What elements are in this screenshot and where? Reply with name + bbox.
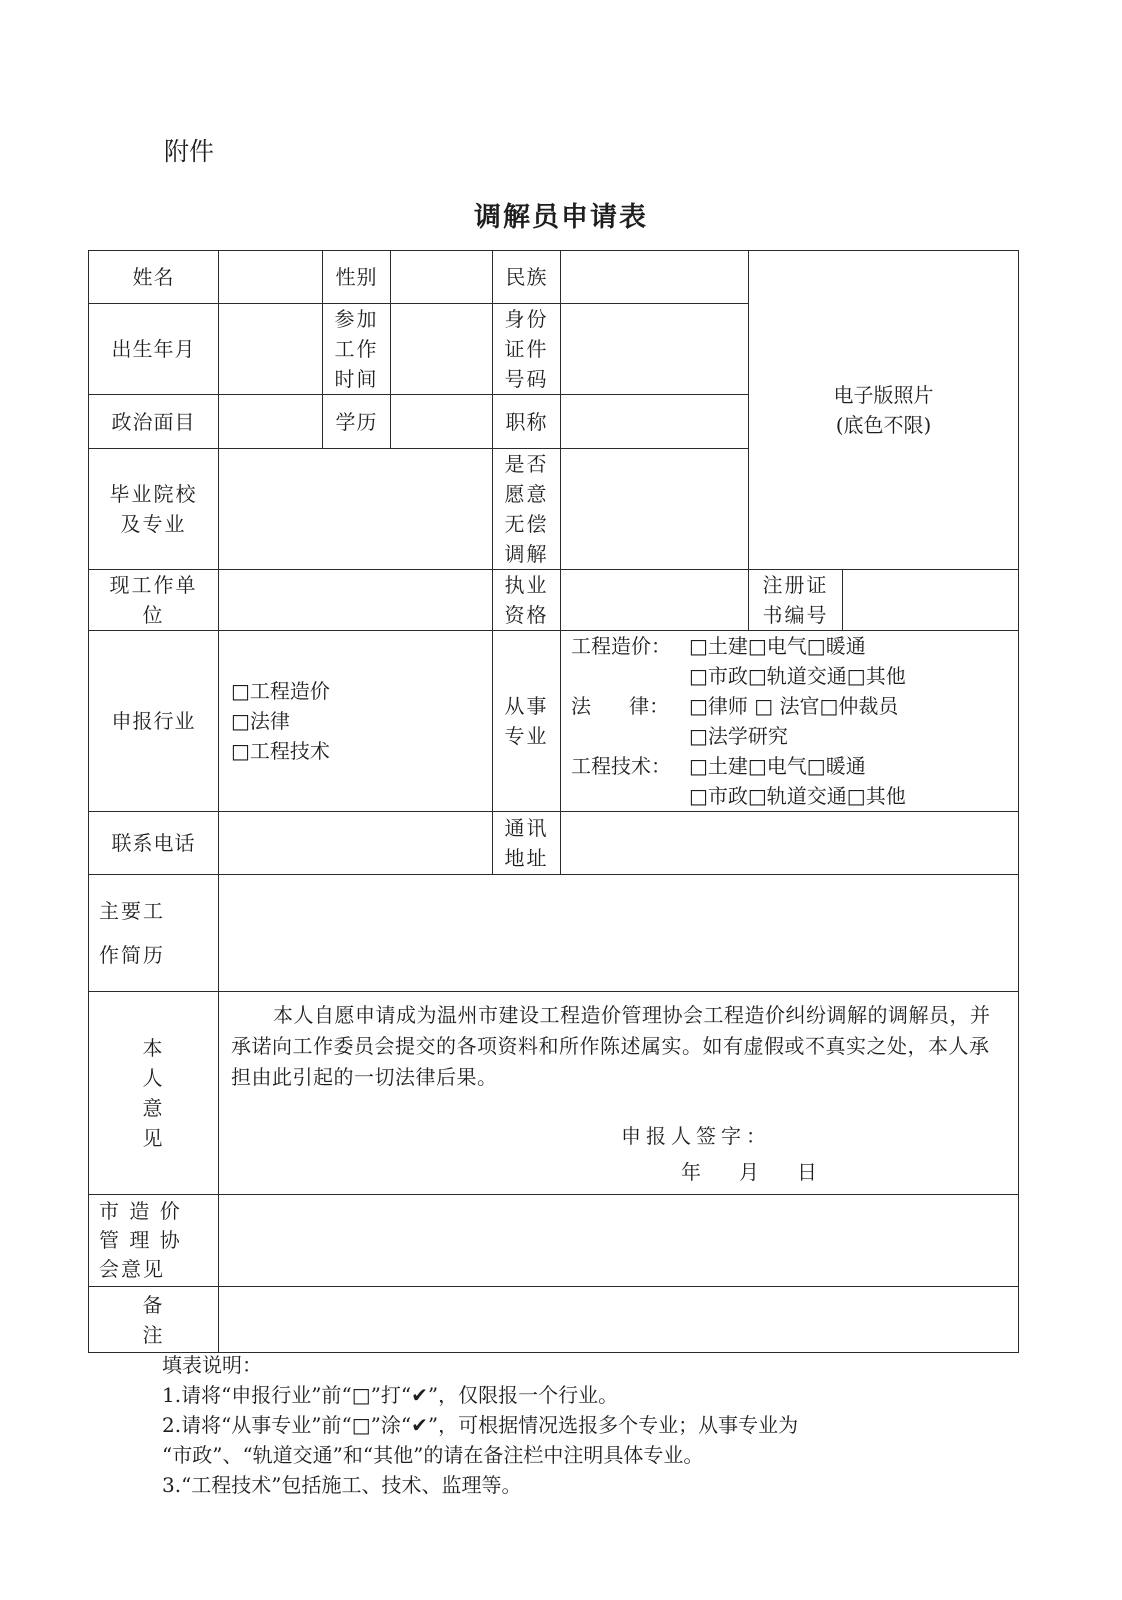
attachment-label: 附件 [164, 137, 215, 166]
phone-field[interactable] [219, 812, 493, 875]
id-number-field[interactable] [561, 304, 749, 395]
form-title: 调解员申请表 [474, 202, 648, 233]
signature-label[interactable]: 申报人签字： [621, 1124, 771, 1148]
cert-no-field[interactable] [843, 570, 1019, 631]
work-start-label: 参加 工作 时间 [323, 304, 391, 395]
name-label: 姓名 [89, 251, 219, 304]
address-label: 通讯 地址 [493, 812, 561, 875]
education-field[interactable] [391, 395, 493, 449]
major-row[interactable]: □法学研究 [689, 724, 788, 748]
instruction-line: 2.请将“从事专业”前“□”涂“✔”，可根据情况选报多个专业；从事专业为 [162, 1413, 799, 1437]
remarks-label: 备 注 [89, 1287, 219, 1353]
photo-box[interactable] [749, 251, 1019, 570]
title-rank-label: 职称 [493, 395, 561, 449]
cert-no-label: 注册证 书编号 [749, 570, 843, 631]
education-label: 学历 [323, 395, 391, 449]
school-field[interactable] [219, 449, 493, 570]
unpaid-label: 是否 愿意 无偿 调解 [493, 449, 561, 570]
qualification-label: 执业 资格 [493, 570, 561, 631]
industry-label: 申报行业 [89, 631, 219, 812]
instruction-line: “市政”、“轨道交通”和“其他”的请在备注栏中注明具体专业。 [162, 1443, 704, 1467]
declaration-cell [219, 992, 1019, 1195]
resume-field[interactable] [219, 875, 1019, 992]
title-rank-field[interactable] [561, 395, 749, 449]
qualification-field[interactable] [561, 570, 749, 631]
opinion-label: 本 人 意 见 [89, 992, 219, 1195]
resume-label: 主要工 作简历 [89, 875, 219, 992]
employer-label: 现工作单 位 [89, 570, 219, 631]
major-label: 从事 专业 [493, 631, 561, 812]
address-field[interactable] [561, 812, 1019, 875]
politics-label: 政治面目 [89, 395, 219, 449]
photo-note: (底色不限) [835, 413, 932, 437]
gender-field[interactable] [391, 251, 493, 304]
phone-label: 联系电话 [89, 812, 219, 875]
filling-instructions [162, 1350, 992, 1500]
signature-date[interactable]: 年 月 日 [681, 1160, 817, 1184]
ethnicity-label: 民族 [493, 251, 561, 304]
major-row[interactable]: 法 律： □律师 □ 法官□仲裁员 [571, 694, 899, 718]
association-label: 市 造 价 管 理 协 会意见 [89, 1195, 219, 1287]
school-label: 毕业院校 及专业 [89, 449, 219, 570]
photo-caption: 电子版照片 [833, 383, 934, 407]
declaration-text: 本人自愿申请成为温州市建设工程造价管理协会工程造价纠纷调解的调解员，并承诺向工作委员会提交的各项资料和所作陈述属实。如有虚假或不真实之处，本人承担由此引起的一切法律后果。 [231, 1003, 991, 1089]
employer-field[interactable] [219, 570, 493, 631]
politics-field[interactable] [219, 395, 323, 449]
major-row[interactable]: □市政□轨道交通□其他 [689, 784, 906, 808]
ethnicity-field[interactable] [561, 251, 749, 304]
name-field[interactable] [219, 251, 323, 304]
major-row[interactable]: 工程造价： □土建□电气□暖通 [571, 634, 866, 658]
major-row[interactable]: □市政□轨道交通□其他 [689, 664, 906, 688]
industry-options [219, 631, 493, 812]
industry-option-law[interactable]: □法律 [231, 709, 290, 733]
association-field[interactable] [219, 1195, 1019, 1287]
work-start-field[interactable] [391, 304, 493, 395]
birth-label: 出生年月 [89, 304, 219, 395]
gender-label: 性别 [323, 251, 391, 304]
instruction-line: 3.“工程技术”包括施工、技术、监理等。 [162, 1473, 522, 1497]
application-form-table [88, 250, 1019, 1353]
birth-field[interactable] [219, 304, 323, 395]
industry-option-tech[interactable]: □工程技术 [231, 739, 330, 763]
major-row[interactable]: 工程技术： □土建□电气□暖通 [571, 754, 866, 778]
instructions-heading: 填表说明： [162, 1353, 262, 1377]
id-number-label: 身份 证件 号码 [493, 304, 561, 395]
remarks-field[interactable] [219, 1287, 1019, 1353]
industry-option-cost[interactable]: □工程造价 [231, 679, 330, 703]
major-options [561, 631, 1019, 812]
unpaid-field[interactable] [561, 449, 749, 570]
instruction-line: 1.请将“申报行业”前“□”打“✔”，仅限报一个行业。 [162, 1383, 619, 1407]
